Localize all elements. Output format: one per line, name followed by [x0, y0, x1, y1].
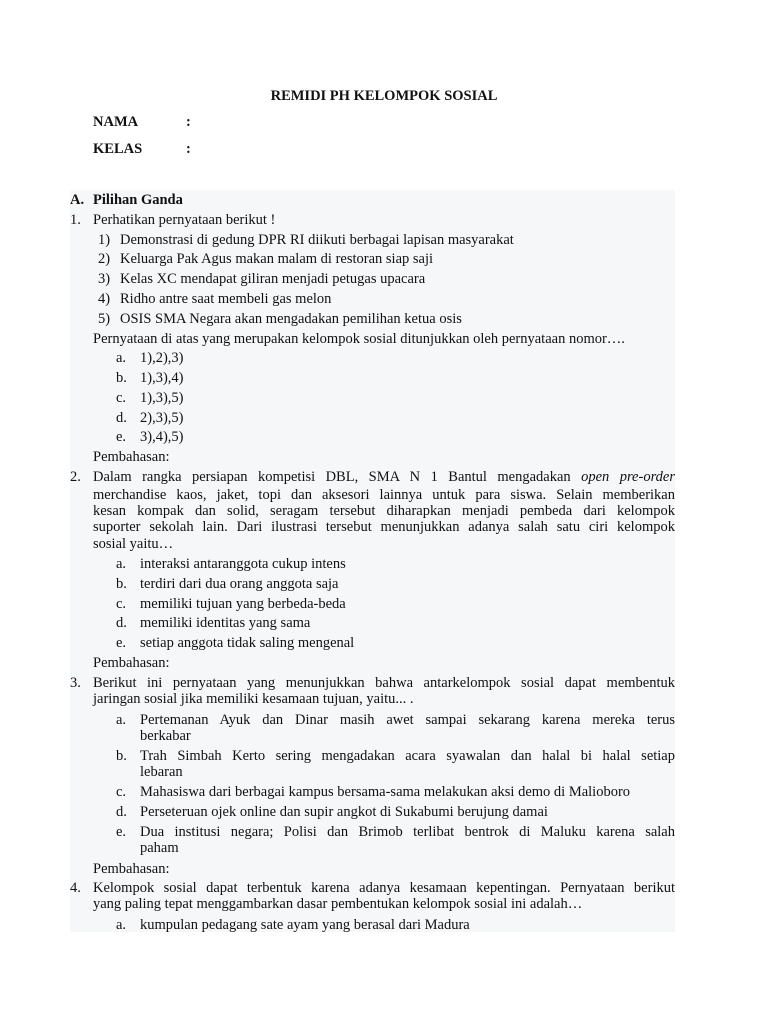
q2-option-text: interaksi antaranggota cukup intens [140, 556, 346, 572]
q1-option-text: 1),3),5) [140, 390, 184, 406]
q1-pembahasan: Pembahasan: [93, 449, 170, 465]
q2-option-letter: e. [116, 635, 127, 651]
q1-stem: Perhatikan pernyataan berikut ! [93, 212, 276, 228]
q3-pembahasan: Pembahasan: [93, 861, 170, 877]
q3-stem-line: jaringan sosial jika memiliki kesamaan tujuan, yaitu... . [93, 691, 414, 707]
q4-stem-line: Kelompok sosial dapat terbentuk karena adanya kesamaan kepentingan. Pernyataan berikut [93, 880, 675, 896]
q2-option-letter: b. [116, 576, 127, 592]
nama-colon: : [186, 114, 191, 130]
q1-statement-number: 1) [98, 232, 111, 248]
q2-option-letter: d. [116, 615, 127, 631]
q3-option-letter: e. [116, 824, 127, 840]
q1-option-letter: d. [116, 410, 127, 426]
q1-option-text: 2),3),5) [140, 410, 184, 426]
q1-statement-text: OSIS SMA Negara akan mengadakan pemilihan ketua osis [120, 311, 462, 327]
q2-pembahasan: Pembahasan: [93, 655, 170, 671]
q2-stem-line: merchandise kaos, jaket, topi dan aksesori lainnya untuk para siswa. Selain memberikan [93, 487, 675, 503]
document-title: REMIDI PH KELOMPOK SOSIAL [270, 88, 498, 104]
q1-option-letter: a. [116, 350, 127, 366]
q1-option-letter: c. [116, 390, 127, 406]
q2-stem-italic: open pre-order [581, 469, 675, 485]
q3-option-text: Trah Simbah Kerto sering mengadakan acara syawalan dan halal bi halal setiap [140, 748, 675, 764]
q4-stem-line: yang paling tepat menggambarkan dasar pembentukan kelompok sosial ini adalah… [93, 896, 583, 912]
q1-option-letter: e. [116, 429, 127, 445]
q1-statement-number: 4) [98, 291, 111, 307]
q2-stem-text: Dalam rangka persiapan kompetisi DBL, SMA N 1 Bantul mengadakan [93, 469, 571, 485]
q3-option-text: Pertemanan Ayuk dan Dinar masih awet sampai sekarang karena mereka terus [140, 712, 675, 728]
q3-option-letter: a. [116, 712, 127, 728]
q2-stem-line: kesan kompak dan solid, seragam tersebut diharapkan menjadi pembeda dari kelompok [93, 503, 675, 519]
q3-option-letter: b. [116, 748, 127, 764]
nama-label: NAMA [93, 114, 139, 130]
q2-stem-line: suporter sekolah lain. Dari ilustrasi tersebut menunjukkan adanya salah satu ciri kelompok [93, 519, 675, 535]
q4-number: 4. [70, 880, 81, 896]
q2-stem-line [93, 469, 675, 485]
kelas-colon: : [186, 141, 191, 157]
q2-option-text: setiap anggota tidak saling mengenal [140, 635, 355, 651]
q2-stem-line: sosial yaitu… [93, 536, 174, 552]
q3-option-text: Perseteruan ojek online dan supir angkot di Sukabumi berujung damai [140, 804, 548, 820]
q1-statement-text: Kelas XC mendapat giliran menjadi petugas upacara [120, 271, 426, 287]
kelas-label: KELAS [93, 141, 143, 157]
q1-option-text: 1),3),4) [140, 370, 184, 386]
q1-statement-text: Demonstrasi di gedung DPR RI diikuti berbagai lapisan masyarakat [120, 232, 514, 248]
q1-statement-number: 2) [98, 251, 111, 267]
q1-statement-number: 3) [98, 271, 111, 287]
q2-option-letter: c. [116, 596, 127, 612]
q3-number: 3. [70, 675, 81, 691]
q3-stem-line: Berikut ini pernyataan yang menunjukkan bahwa antarkelompok sosial dapat membentuk [93, 675, 675, 691]
q3-option-letter: d. [116, 804, 127, 820]
q2-option-text: memiliki identitas yang sama [140, 615, 311, 631]
q2-option-text: memiliki tujuan yang berbeda-beda [140, 596, 346, 612]
q1-question: Pernyataan di atas yang merupakan kelompok sosial ditunjukkan oleh pernyataan nomor…. [93, 331, 625, 347]
q3-option-text: berkabar [140, 728, 191, 744]
q3-option-text: paham [140, 840, 179, 856]
q2-option-letter: a. [116, 556, 127, 572]
q1-number: 1. [70, 212, 81, 228]
q1-option-text: 1),2),3) [140, 350, 184, 366]
q2-number: 2. [70, 469, 81, 485]
q3-option-text: Dua institusi negara; Polisi dan Brimob terlibat bentrok di Maluku karena salah [140, 824, 675, 840]
q4-option-letter: a. [116, 917, 127, 933]
q3-option-letter: c. [116, 784, 127, 800]
q3-option-text: Mahasiswa dari berbagai kampus bersama-sama melakukan aksi demo di Malioboro [140, 784, 631, 800]
section-title: Pilihan Ganda [93, 192, 183, 208]
q1-option-text: 3),4),5) [140, 429, 184, 445]
q1-statement-text: Ridho antre saat membeli gas melon [120, 291, 332, 307]
q3-option-text: lebaran [140, 764, 183, 780]
q4-option-text: kumpulan pedagang sate ayam yang berasal dari Madura [140, 917, 470, 933]
section-letter: A. [70, 192, 85, 208]
q2-option-text: terdiri dari dua orang anggota saja [140, 576, 339, 592]
q1-statement-text: Keluarga Pak Agus makan malam di restoran siap saji [120, 251, 434, 267]
q1-statement-number: 5) [98, 311, 111, 327]
q1-option-letter: b. [116, 370, 127, 386]
